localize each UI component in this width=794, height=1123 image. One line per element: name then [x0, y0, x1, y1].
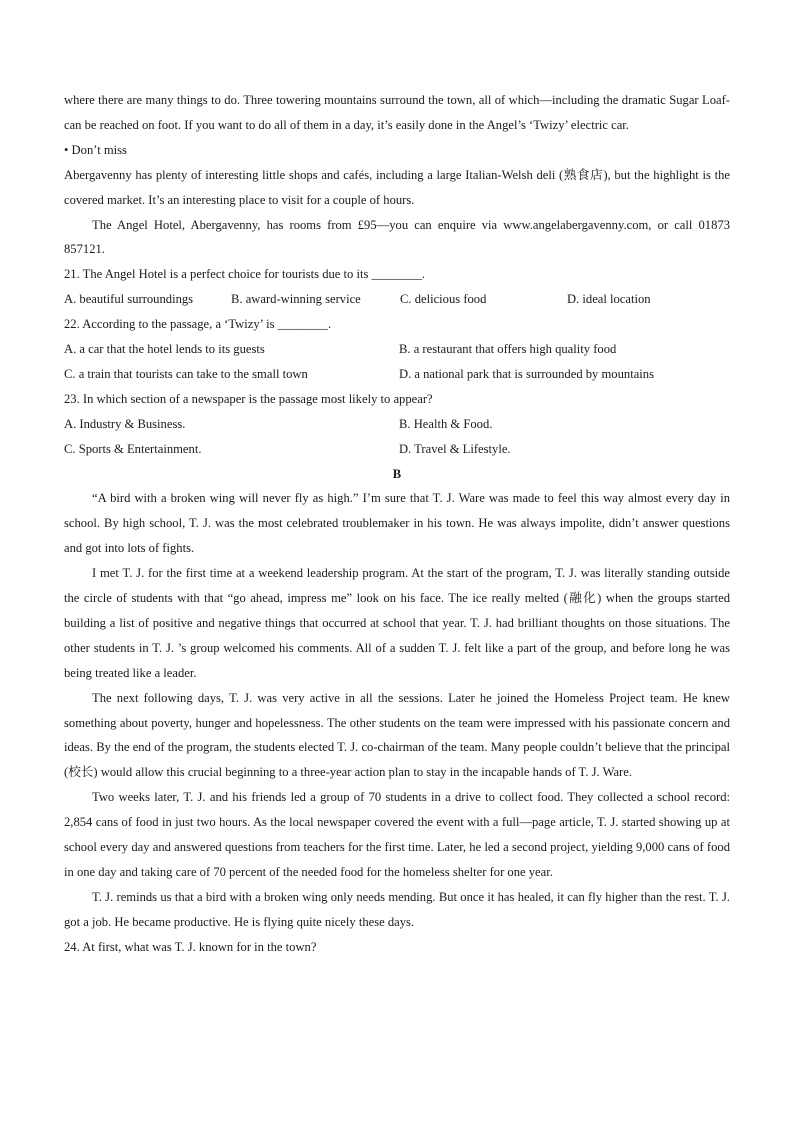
question-23-options-row-1 — [64, 412, 730, 437]
question-22-option-a: A. a car that the hotel lends to its guests — [64, 342, 265, 357]
question-22-option-b: B. a restaurant that offers high quality food — [399, 342, 617, 357]
question-21-options — [64, 287, 730, 312]
passage-b-paragraph-5: T. J. reminds us that a bird with a broken wing only needs mending. But once it has healed, it can fly higher than the rest. T. J. got a job. He became productive. He is flying quite nicely these days. — [64, 889, 730, 929]
question-22-options-row-1 — [64, 337, 730, 362]
passage-a-paragraph-3: The Angel Hotel, Abergavenny, has rooms from £95—you can enquire via www.angelabergavenny.com, or call 01873 857121. — [64, 217, 730, 257]
passage-b-paragraph-2: I met T. J. for the first time at a weekend leadership program. At the start of the program, T. J. was literally standing outside the circle of students with that “go ahead, impress me” look on his face. The ice really melted (融化) when the groups started building a list of positive and negative things that occurred at school that year. T. J. had brilliant thoughts on those situations. The other students in T. J. ’s group welcomed his comments. All of a sudden T. J. felt like a part of the group, and before long he was being treated like a leader. — [64, 566, 730, 680]
question-22-option-d: D. a national park that is surrounded by mountains — [399, 366, 654, 381]
passage-a-paragraph-2: Abergavenny has plenty of interesting little shops and cafés, including a large Italian-Welsh deli (熟食店), but the highlight is the covered market. It’s an interesting place to visit for a couple of hours. — [64, 167, 730, 207]
question-24-stem: 24. At first, what was T. J. known for in the town? — [64, 939, 317, 954]
section-heading-dont-miss: • Don’t miss — [64, 142, 127, 157]
question-23-option-b: B. Health & Food. — [399, 416, 493, 431]
passage-b-paragraph-1: “A bird with a broken wing will never fly as high.” I’m sure that T. J. Ware was made to feel this way almost every day in school. By high school, T. J. was the most celebrated troublemaker in his town. He was always impolite, didn’t answer questions and got into lots of fights. — [64, 491, 730, 556]
question-22-option-c: C. a train that tourists can take to the small town — [64, 366, 308, 381]
question-21-option-d: D. ideal location — [567, 292, 651, 307]
passage-b-paragraph-3: The next following days, T. J. was very active in all the sessions. Later he joined the Homeless Project team. He knew something about poverty, hunger and hopelessness. The other students on the team were impressed with his passionate concern and ideas. By the end of the program, the students elected T. J. co-chairman of the team. Many people couldn’t believe that the principal (校长) would allow this crucial beginning to a three-year action plan to stay in the incapable hands of T. J. Ware. — [64, 690, 730, 780]
question-23-options-row-2 — [64, 437, 730, 462]
question-23-option-d: D. Travel & Lifestyle. — [399, 441, 511, 456]
passage-b-label: B — [392, 466, 402, 481]
question-21-option-b: B. award-winning service — [231, 292, 361, 307]
question-21-option-c: C. delicious food — [400, 292, 487, 307]
question-21-option-a: A. beautiful surroundings — [64, 292, 194, 307]
question-23-option-a: A. Industry & Business. — [64, 416, 186, 431]
question-23-option-c: C. Sports & Entertainment. — [64, 441, 202, 456]
document-page — [64, 88, 730, 960]
question-23-stem: 23. In which section of a newspaper is the passage most likely to appear? — [64, 391, 433, 406]
question-22-stem: 22. According to the passage, a ‘Twizy’ is ________. — [64, 317, 332, 332]
passage-b-paragraph-4: Two weeks later, T. J. and his friends led a group of 70 students in a drive to collect food. They collected a school record: 2,854 cans of food in just two hours. As the local newspaper covered the event with a full—page article, T. J. started showing up at school every day and answered questions from teachers for the first time. Later, he led a second project, yielding 9,000 cans of food in one day and taking care of 70 percent of the needed food for the homeless shelter for one year. — [64, 790, 730, 880]
question-21-stem: 21. The Angel Hotel is a perfect choice for tourists due to its ________. — [64, 267, 426, 282]
passage-a-paragraph-1: where there are many things to do. Three towering mountains surround the town, all of which—including the dramatic Sugar Loaf-can be reached on foot. If you want to do all of them in a day, it’s easily done in the Angel’s ‘Twizy’ electric car. — [64, 93, 730, 132]
question-22-options-row-2 — [64, 362, 730, 387]
